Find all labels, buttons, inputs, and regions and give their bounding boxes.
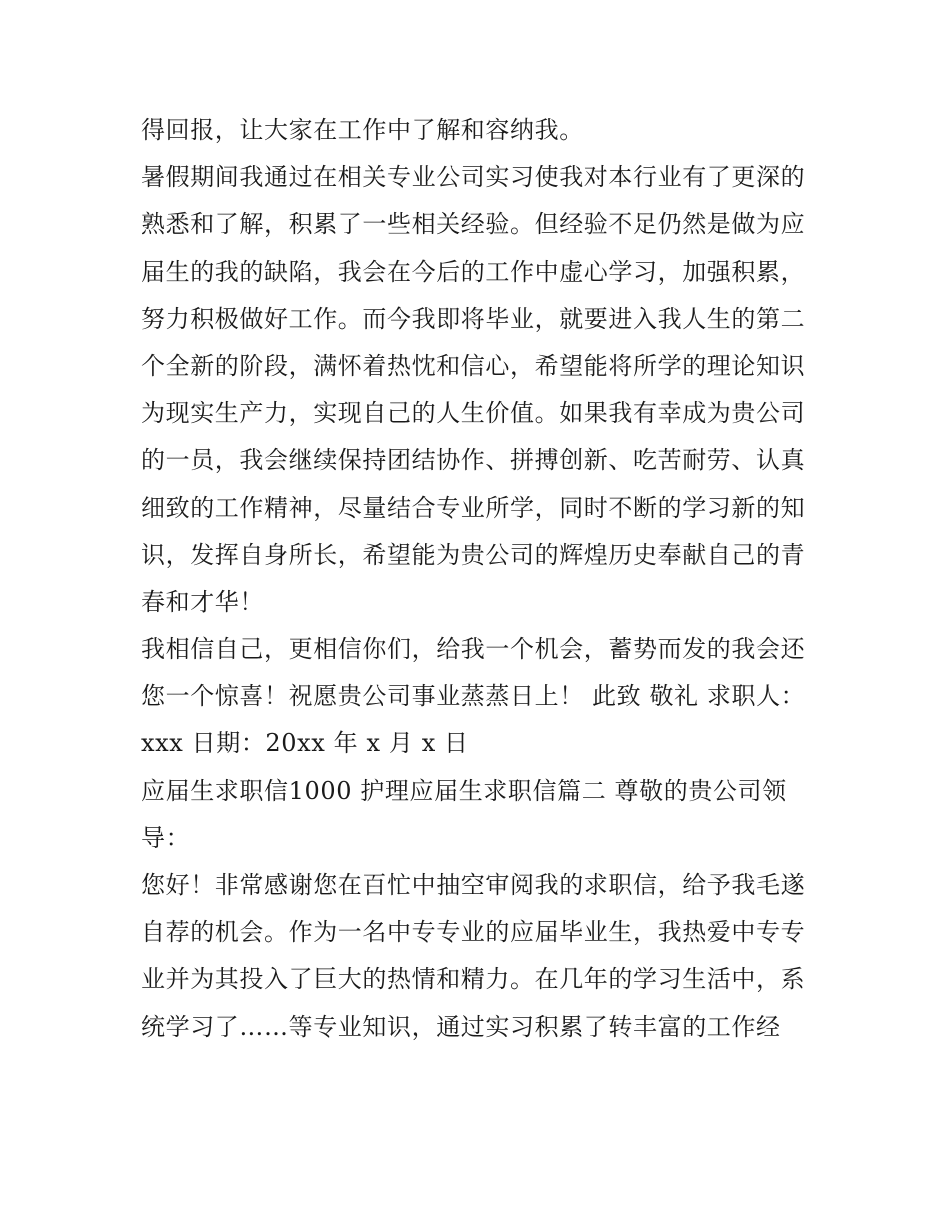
text-line: 我相信自己，更相信你们，给我一个机会，蓄势而发的我会还 <box>141 635 806 664</box>
text-line: 业并为其投入了巨大的热情和精力。在几年的学习生活中，系 <box>141 965 806 994</box>
text-line: 努力积极做好工作。而今我即将毕业，就要进入我人生的第二 <box>141 304 806 333</box>
text-line: 统学习了……等专业知识，通过实习积累了转丰富的工作经 <box>141 1012 781 1041</box>
text-line: 识，发挥自身所长，希望能为贵公司的辉煌历史奉献自己的青 <box>141 540 806 569</box>
letter-body <box>141 107 821 1051</box>
text-line: 春和才华！ <box>141 587 264 616</box>
text-line: 个全新的阶段，满怀着热忱和信心，希望能将所学的理论知识 <box>141 351 806 380</box>
text-line: 应届生求职信1000 护理应届生求职信篇二 尊敬的贵公司领 <box>141 776 787 805</box>
text-line: 导： <box>141 823 191 852</box>
text-line: 的一员，我会继续保持团结协作、拼搏创新、吃苦耐劳、认真 <box>141 446 806 475</box>
text-line: 暑假期间我通过在相关专业公司实习使我对本行业有了更深的 <box>141 163 806 192</box>
text-line: 为现实生产力，实现自己的人生价值。如果我有幸成为贵公司 <box>141 399 806 428</box>
text-line: 自荐的机会。作为一名中专专业的应届毕业生，我热爱中专专 <box>141 918 806 947</box>
text-line: 您好！非常感谢您在百忙中抽空审阅我的求职信，给予我毛遂 <box>141 871 806 899</box>
text-line: 得回报，让大家在工作中了解和容纳我。 <box>141 116 584 144</box>
text-line: 细致的工作精神，尽量结合专业所学，同时不断的学习新的知 <box>141 493 806 522</box>
text-line: 届生的我的缺陷，我会在今后的工作中虚心学习，加强积累， <box>141 257 806 286</box>
text-line: xxx 日期：20xx 年 x 月 x 日 <box>141 729 469 758</box>
text-line: 熟悉和了解，积累了一些相关经验。但经验不足仍然是做为应 <box>141 210 806 239</box>
text-line: 您一个惊喜！祝愿贵公司事业蒸蒸日上！ 此致 敬礼 求职人： <box>141 682 806 711</box>
